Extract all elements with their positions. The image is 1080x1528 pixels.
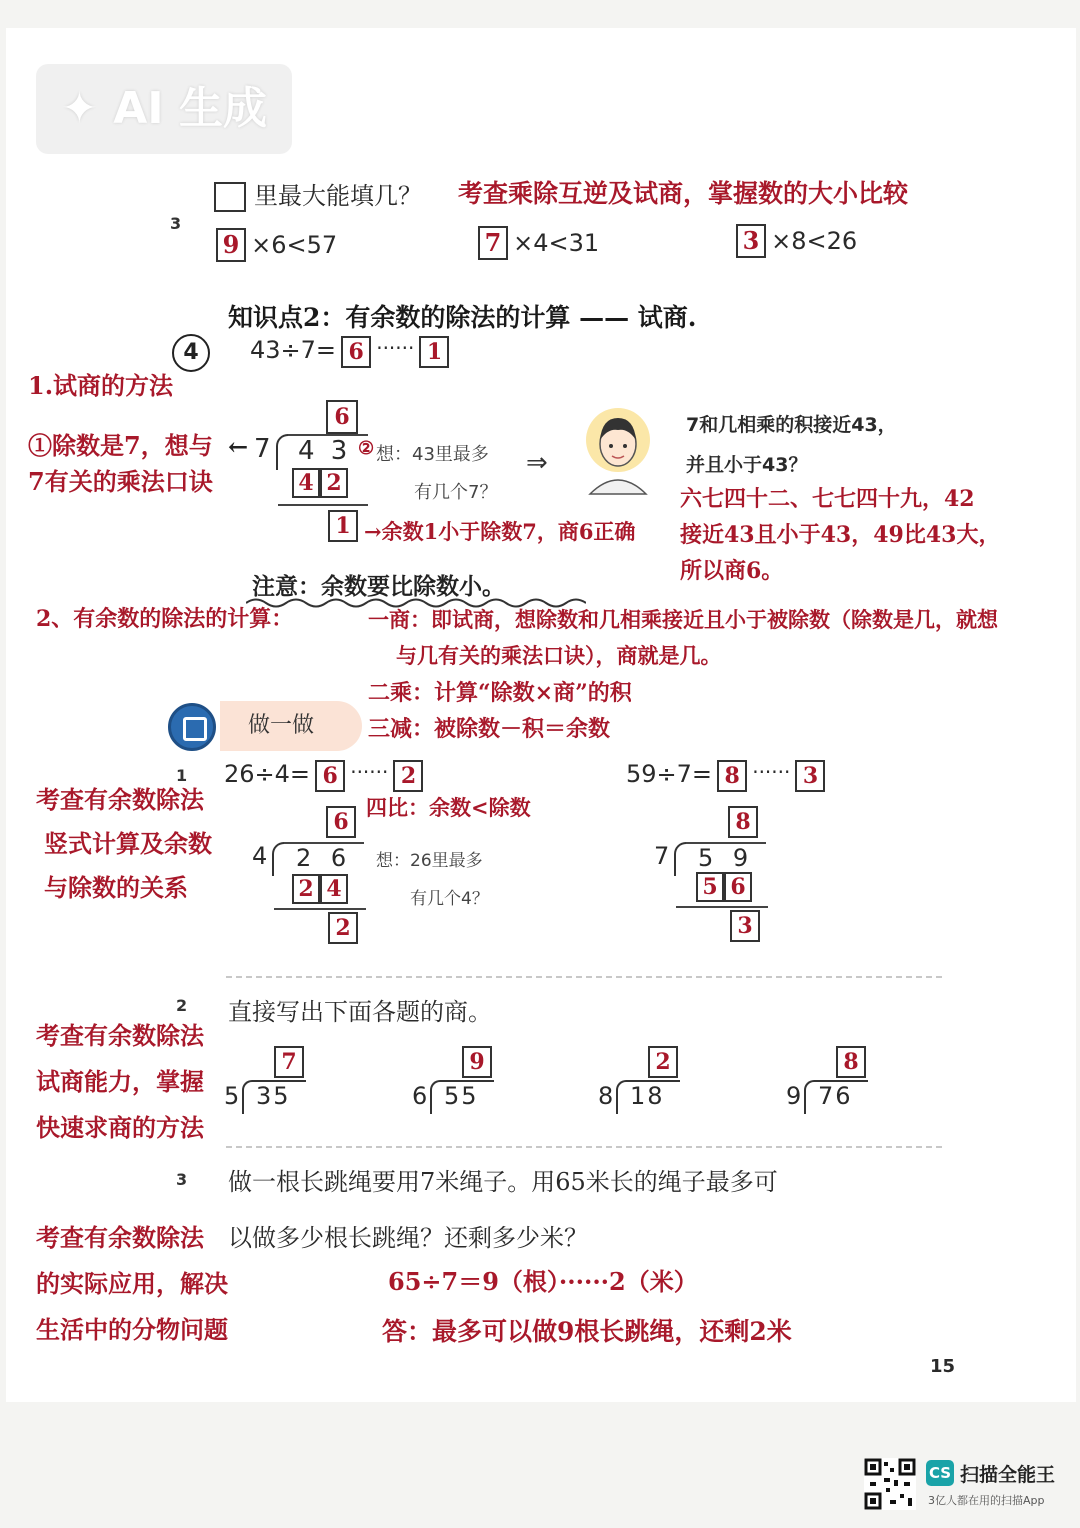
exercise3-note-line3: 生活中的分物问题 — [36, 1315, 228, 1344]
short-division — [224, 1046, 314, 1116]
quotient-box: 6 — [315, 760, 345, 792]
comparison-item — [736, 224, 857, 258]
divider — [226, 1146, 942, 1148]
speech-line1: 7和几相乘的积接近43， — [686, 414, 897, 436]
exercise1-note-line3: 与除数的关系 — [44, 873, 188, 902]
comparison-item — [478, 226, 599, 260]
short-division — [786, 1046, 876, 1116]
exercise2-instruction: 直接写出下面各题的商。 — [228, 998, 492, 1026]
remainder-note: →余数1小于除数7，商6正确 — [364, 519, 636, 544]
exercise-number: 3 — [176, 1170, 188, 1189]
product-digit: 2 — [292, 874, 320, 904]
think-marker: ② — [358, 438, 375, 459]
quotient-box: 6 — [326, 400, 358, 434]
comparison-expr: ×6<57 — [251, 231, 338, 259]
subtraction-line — [278, 504, 368, 506]
exercise3-note-line1: 考查有余数除法 — [36, 1223, 204, 1252]
quotient-box: 8 — [717, 760, 747, 792]
short-division — [598, 1046, 688, 1116]
division-bracket — [242, 1080, 254, 1114]
exercise2-note-line1: 考查有余数除法 — [36, 1021, 204, 1050]
attention-note: 注意：余数要比除数小。 — [252, 573, 505, 600]
step1-line2: 与几有关的乘法口诀），商就是几。 — [396, 643, 722, 668]
exercise3-note-line2: 的实际应用，解决 — [36, 1269, 228, 1298]
exercise1-left-equation — [224, 760, 423, 792]
remainder-box: 2 — [393, 760, 423, 792]
divisor: 6 — [412, 1082, 428, 1110]
think-line1: 想：43里最多 — [376, 444, 489, 465]
exercise3-answer: 答：最多可以做9根长跳绳，还剩2米 — [382, 1317, 792, 1346]
division-bracket — [674, 842, 688, 876]
exercise3-line1: 做一根长跳绳要用7米绳子。用65米长的绳子最多可 — [228, 1168, 778, 1196]
product-digit: 5 — [696, 872, 724, 902]
answer-box: 9 — [216, 228, 246, 262]
comparison-item — [216, 228, 337, 262]
practice-icon — [168, 703, 216, 751]
think-line1: 想：26里最多 — [376, 851, 483, 871]
subtraction-line — [274, 908, 366, 910]
exercise3-equation: 65÷7＝9（根）······2（米） — [388, 1267, 698, 1296]
question-number: 3 — [170, 214, 182, 233]
example-number: 4 — [172, 334, 210, 372]
exercise2-note-line3: 快速求商的方法 — [36, 1113, 204, 1142]
answer-box: 3 — [736, 224, 766, 258]
explain-line2: 接近43且小于43，49比43大， — [680, 522, 1001, 548]
subtraction-line — [676, 906, 768, 908]
dividend: 2 6 — [296, 844, 353, 872]
implies-arrow: ⇒ — [526, 448, 548, 478]
quotient-box: 8 — [836, 1046, 866, 1078]
brand-badge: CS — [926, 1460, 954, 1486]
ellipsis: ······ — [350, 760, 389, 784]
brand-name: 扫描全能王 — [960, 1464, 1056, 1486]
division-bracket — [430, 1080, 442, 1114]
exercise3-line2: 以做多少根长跳绳？还剩多少米？ — [228, 1224, 588, 1252]
product-digit: 2 — [320, 468, 348, 498]
division-bracket — [272, 842, 286, 876]
step3: 三减：被除数－积＝余数 — [368, 716, 611, 742]
boy-avatar — [580, 400, 656, 496]
division-expr: 43÷7= — [250, 336, 337, 364]
method-title: 1.试商的方法 — [28, 371, 174, 400]
section2-title: 2、有余数的除法的计算： — [36, 606, 294, 632]
answer-box: 7 — [478, 226, 508, 260]
exercise-number: 2 — [176, 996, 188, 1015]
quotient-box: 7 — [274, 1046, 304, 1078]
product-boxes — [292, 468, 348, 498]
qr-code-icon — [864, 1458, 916, 1510]
speech-line2: 并且小于43？ — [686, 454, 808, 476]
product-boxes — [292, 874, 348, 904]
dividend: 5 9 — [698, 844, 755, 872]
product-boxes — [696, 872, 752, 902]
dividend: 76 — [818, 1082, 853, 1110]
remainder-box: 2 — [328, 912, 358, 944]
explain-line1: 六七四十二、七七四十九，42 — [680, 486, 975, 512]
ellipsis: ······ — [752, 760, 791, 784]
dividend: 55 — [444, 1082, 479, 1110]
quotient-box: 9 — [462, 1046, 492, 1078]
example4-equation — [250, 336, 449, 368]
quotient-box: 6 — [326, 806, 356, 838]
divisor: 8 — [598, 1082, 614, 1110]
dividend: 18 — [630, 1082, 665, 1110]
section3-note: 考查乘除互逆及试商，掌握数的大小比较 — [458, 179, 909, 208]
division-bracket — [804, 1080, 816, 1114]
section3-question: 里最大能填几？ — [254, 182, 422, 210]
short-division — [412, 1046, 502, 1116]
divisor: 7 — [654, 842, 670, 870]
ai-watermark: ✦ AI 生成 — [36, 64, 292, 154]
compare-note: 四比：余数<除数 — [366, 795, 531, 820]
practice-tab: 做一做 — [220, 701, 362, 751]
exercise-number: 1 — [176, 766, 188, 785]
think-line2: 有几个7？ — [414, 482, 498, 503]
divisor: 9 — [786, 1082, 802, 1110]
scanned-page — [6, 28, 1076, 1402]
step1-line1: 一商：即试商，想除数和几相乘接近且小于被除数（除数是几，就想 — [368, 607, 998, 632]
exercise2-note-line2: 试商能力，掌握 — [36, 1067, 204, 1096]
division-expr: 59÷7= — [626, 760, 713, 788]
dividend: 4 3 — [298, 436, 352, 466]
dividend: 35 — [256, 1082, 291, 1110]
arrow-left: ← — [228, 432, 249, 461]
remainder-box: 3 — [730, 910, 760, 942]
division-bracket — [276, 434, 290, 470]
knowledge-point-title: 知识点2：有余数的除法的计算 —— 试商. — [228, 303, 697, 332]
think-line2: 有几个4？ — [410, 889, 489, 909]
comparison-expr: ×4<31 — [513, 229, 600, 257]
remainder-box: 1 — [328, 510, 358, 542]
step1-note: ①除数是7，想与7有关的乘法口诀 — [28, 431, 213, 496]
divisor: 4 — [252, 842, 268, 870]
remainder-box: 3 — [795, 760, 825, 792]
comparison-expr: ×8<26 — [771, 227, 858, 255]
quotient-box: 8 — [728, 806, 758, 838]
divider — [226, 976, 942, 978]
exercise1-right-equation — [626, 760, 825, 792]
product-digit: 6 — [724, 872, 752, 902]
divisor: 7 — [254, 434, 271, 464]
brand-tagline: 3亿人都在用的扫描App — [928, 1494, 1045, 1507]
ellipsis: ······ — [376, 336, 415, 360]
division-bracket — [616, 1080, 628, 1114]
explain-line3: 所以商6。 — [680, 558, 784, 584]
page-number: 15 — [930, 1356, 956, 1377]
empty-box — [214, 182, 246, 212]
remainder-box: 1 — [419, 336, 449, 368]
product-digit: 4 — [292, 468, 320, 498]
exercise1-note-line1: 考查有余数除法 — [36, 785, 204, 814]
divisor: 5 — [224, 1082, 240, 1110]
division-expr: 26÷4= — [224, 760, 311, 788]
step2: 二乘：计算“除数×商”的积 — [368, 680, 632, 706]
exercise1-note-line2: 竖式计算及余数 — [44, 829, 212, 858]
quotient-box: 6 — [341, 336, 371, 368]
quotient-box: 2 — [648, 1046, 678, 1078]
product-digit: 4 — [320, 874, 348, 904]
